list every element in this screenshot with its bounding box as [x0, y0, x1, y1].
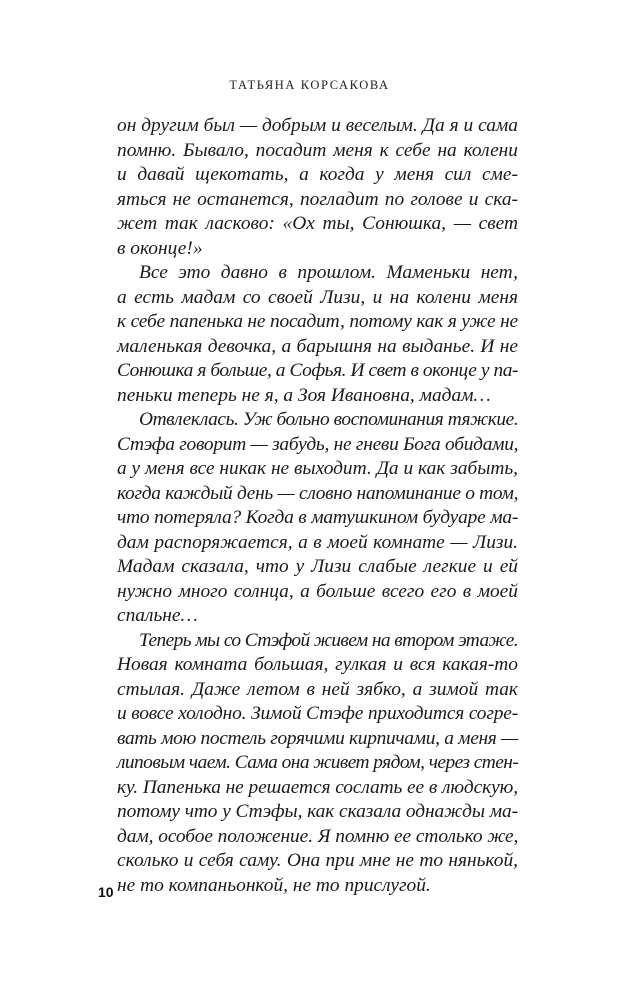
text-line: не то компаньонкой, не то прислугой.: [117, 874, 431, 896]
text-line: маленькая девочка, а барышня на выданье. И не: [117, 335, 518, 357]
text-line: потому что у Стэфы, как сказала однажды ма-: [117, 801, 519, 822]
text-line: к себе папенька не посадит, потому как я уже не: [117, 311, 518, 332]
text-line: а есть мадам со своей Лизи, и на колени меня: [117, 286, 518, 308]
text-line: дам распоряжается, а в моей комнате — Лизи.: [117, 531, 518, 553]
running-head: ТАТЬЯНА КОРСАКОВА: [229, 78, 390, 92]
text-line: нужно много солнца, а больше всего его в моей: [117, 580, 518, 602]
text-line: Все это давно в прошлом. Маменьки нет,: [139, 262, 518, 283]
page-number: 10: [98, 884, 114, 900]
text-line: Новая комната большая, гулкая и вся какая-то: [117, 654, 518, 675]
text-line: Мадам сказала, что у Лизи слабые легкие и ей: [117, 556, 518, 577]
text-line: ку. Папенька не решается сослать ее в людскую,: [117, 776, 518, 798]
text-line: сколько и себя саму. Она при мне не то нянькой,: [117, 850, 518, 871]
text-line: Отвлеклась. Уж больно воспоминания тяжкие.: [139, 409, 519, 430]
text-line: вать мою постель горячими кирпичами, а меня —: [117, 727, 518, 749]
text-line: пеньки теперь не я, а Зоя Ивановна, мадам…: [117, 384, 491, 406]
text-line: Теперь мы со Стэфой живем на втором этаже.: [139, 629, 518, 651]
text-line: спальне…: [117, 605, 198, 626]
text-line: он другим был — добрым и веселым. Да я и сама: [117, 115, 518, 136]
text-line: жет так ласково: «Ох ты, Сонюшка, — свет: [117, 213, 518, 234]
text-line: а у меня все никак не выходит. Да и как забыть,: [117, 458, 519, 479]
text-line: помню. Бывало, посадит меня к себе на колени: [117, 139, 518, 161]
text-line: и вовсе холодно. Зимой Стэфе приходится согре-: [117, 703, 519, 724]
text-line: что потеряла? Когда в матушкином будуаре ма-: [117, 507, 519, 528]
text-line: и давай щекотать, а когда у меня сил сме-: [117, 164, 518, 185]
text-line: в оконце!»: [117, 237, 203, 259]
text-line: дам, особое положение. Я помню ее столько же,: [117, 825, 519, 847]
text-line: стылая. Даже летом в ней зябко, а зимой так: [117, 678, 518, 700]
text-line: яться не останется, погладит по голове и ска-: [117, 188, 518, 210]
text-line: Стэфа говорит — забудь, не гневи Бога обидами,: [117, 433, 519, 455]
text-line: липовым чаем. Сама она живет рядом, через стен-: [117, 752, 519, 773]
text-line: когда каждый день — словно напоминание о том,: [117, 482, 519, 504]
body-text: [117, 114, 518, 898]
text-line: Сонюшка я больше, а Софья. И свет в оконце у па-: [117, 360, 518, 381]
